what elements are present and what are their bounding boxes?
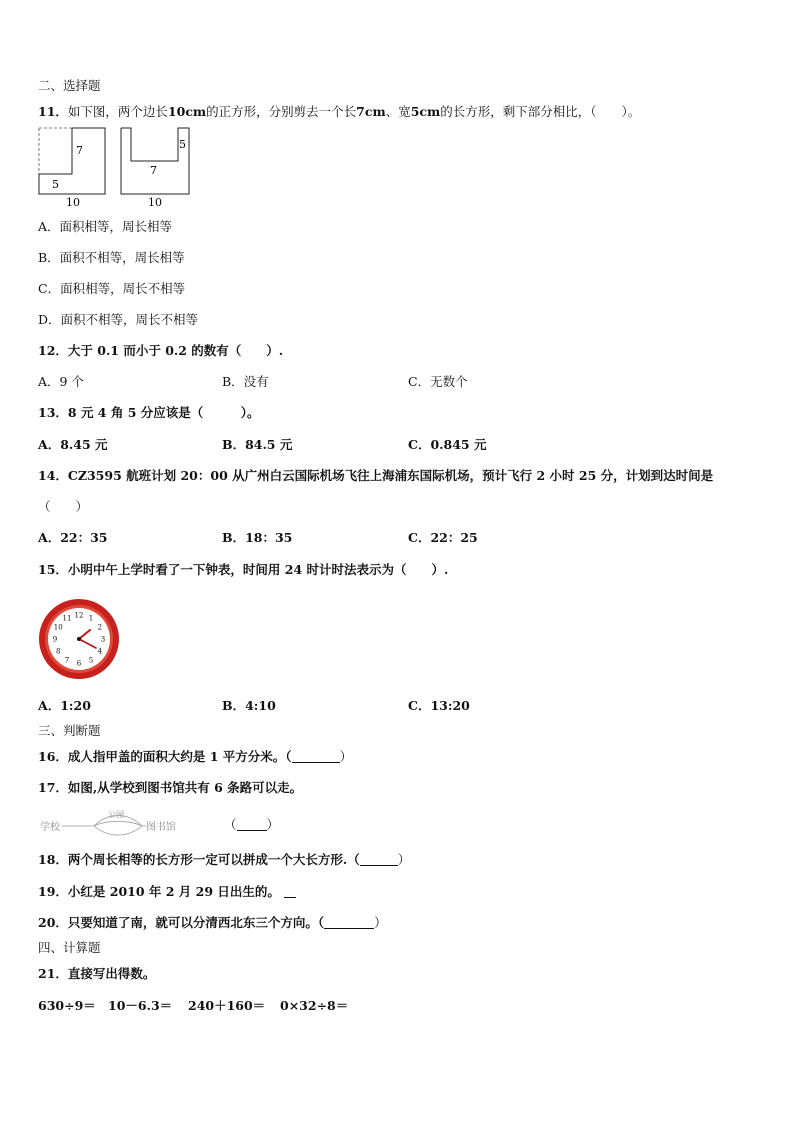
question-number: 17． bbox=[38, 780, 68, 795]
clock-center bbox=[77, 637, 81, 641]
answer-bracket bbox=[224, 817, 279, 833]
option-b: B．4:10 bbox=[222, 698, 276, 713]
option-c: C．13:20 bbox=[408, 698, 470, 713]
option-c: C．0.845 元 bbox=[408, 437, 487, 452]
question-number: 15． bbox=[38, 562, 68, 577]
left-shape bbox=[39, 128, 105, 194]
clock-numeral: 4 bbox=[97, 647, 103, 656]
question-number: 16． bbox=[38, 749, 68, 764]
bracket-close: ） bbox=[397, 852, 411, 867]
clock-image bbox=[38, 598, 120, 680]
question-number: 18． bbox=[38, 852, 68, 867]
question-text: CZ3595 航班计划 20：00 从广州白云国际机场飞往上海浦东国际机场，预计飞行 2 小时 25 分，计划到达时间是 bbox=[67, 468, 714, 483]
question-text: 成人指甲盖的面积大约是 1 平方分米。（ bbox=[67, 749, 292, 764]
option-c: C．22：25 bbox=[408, 530, 478, 545]
question-text: 大于 0.1 而小于 0.2 的数有（ ）. bbox=[67, 343, 284, 358]
clock-numeral: 10 bbox=[53, 623, 63, 632]
left-horizontal-label: 5 bbox=[52, 178, 59, 191]
school-label: 学校 bbox=[40, 822, 60, 833]
answer-bracket: （ ） bbox=[38, 499, 89, 514]
section-title-calc: 四、计算题 bbox=[38, 940, 101, 955]
question-text: 、宽 bbox=[385, 104, 411, 119]
section-title-choice: 二、选择题 bbox=[38, 78, 101, 93]
question-11 bbox=[38, 104, 640, 120]
clock-numeral: 3 bbox=[100, 635, 106, 644]
bracket-close: ） bbox=[339, 749, 353, 764]
left-base-label: 10 bbox=[66, 196, 80, 209]
question-text: 直接写出得数。 bbox=[67, 966, 156, 981]
question-15 bbox=[38, 562, 448, 578]
answer-blank[interactable] bbox=[360, 853, 398, 866]
route-line bbox=[94, 822, 142, 827]
value-5cm: 5cm bbox=[410, 104, 441, 119]
answer-blank[interactable] bbox=[237, 818, 267, 831]
clock-numeral: 2 bbox=[97, 623, 103, 632]
park-label: 公园 bbox=[108, 810, 124, 819]
clock-numeral: 9 bbox=[52, 635, 58, 644]
question-text: 如下图，两个边长 bbox=[67, 104, 168, 119]
option-a: A．22：35 bbox=[38, 530, 108, 545]
clock-numeral: 6 bbox=[76, 659, 82, 668]
clock-numeral: 11 bbox=[62, 614, 72, 623]
question-number: 12． bbox=[38, 343, 68, 358]
question-17 bbox=[38, 780, 302, 796]
option-a: A．面积相等，周长相等 bbox=[38, 219, 173, 234]
calc-item: 0×32÷8＝ bbox=[280, 998, 349, 1013]
answer-blank[interactable] bbox=[284, 885, 296, 898]
question-text: 8 元 4 角 5 分应该是（ ）。 bbox=[67, 405, 260, 420]
question-text: 只要知道了南，就可以分清西北东三个方向。（ bbox=[67, 915, 325, 930]
question-number: 13． bbox=[38, 405, 68, 420]
clock-numeral: 1 bbox=[88, 614, 94, 623]
question-21 bbox=[38, 966, 155, 982]
question-number: 20． bbox=[38, 915, 68, 930]
clock-numeral: 5 bbox=[88, 656, 94, 665]
right-vertical-label: 5 bbox=[179, 138, 186, 151]
question-number: 21． bbox=[38, 966, 68, 981]
question-12 bbox=[38, 343, 283, 359]
calc-item: 630÷9＝ bbox=[38, 998, 96, 1013]
question-text: 小红是 2010 年 2 月 29 日出生的。 bbox=[67, 884, 280, 899]
question-13 bbox=[38, 405, 260, 421]
question-number: 11． bbox=[38, 104, 68, 119]
value-7cm: 7cm bbox=[356, 104, 386, 119]
question-text: 如图,从学校到图书馆共有 6 条路可以走。 bbox=[67, 780, 303, 795]
question-text: 的长方形，剩下部分相比，（ ）。 bbox=[440, 104, 641, 119]
question-20 bbox=[38, 915, 387, 931]
bracket-open: （ bbox=[224, 817, 237, 832]
question-text: 的正方形，分别剪去一个长 bbox=[206, 104, 357, 119]
option-c: C．无数个 bbox=[408, 374, 468, 389]
question-14 bbox=[38, 468, 713, 484]
option-d: D．面积不相等，周长不相等 bbox=[38, 312, 199, 327]
bracket-close: ） bbox=[266, 817, 280, 832]
left-vertical-label: 7 bbox=[76, 144, 83, 157]
option-a: A．9 个 bbox=[38, 374, 84, 389]
clock-numeral: 7 bbox=[64, 656, 70, 665]
answer-blank[interactable] bbox=[292, 750, 340, 763]
question-text: 小明中午上学时看了一下钟表，时间用 24 时计时法表示为（ ）. bbox=[67, 562, 449, 577]
library-label: 图书馆 bbox=[146, 822, 176, 833]
calc-item: 10－6.3＝ bbox=[108, 998, 173, 1013]
bracket-close: ） bbox=[374, 915, 387, 930]
right-base-label: 10 bbox=[148, 196, 162, 209]
route-line bbox=[94, 826, 142, 835]
clock-numeral: 12 bbox=[74, 611, 84, 620]
section-title-judge: 三、判断题 bbox=[38, 723, 101, 738]
question-16 bbox=[38, 749, 352, 765]
option-b: B．18：35 bbox=[222, 530, 293, 545]
answer-blank[interactable] bbox=[324, 916, 374, 929]
right-horizontal-label: 7 bbox=[150, 164, 157, 177]
value-10cm: 10cm bbox=[167, 104, 207, 119]
option-b: B．没有 bbox=[222, 374, 269, 389]
question-18 bbox=[38, 852, 410, 868]
option-b: B．面积不相等，周长相等 bbox=[38, 250, 185, 265]
route-figure bbox=[38, 808, 188, 836]
question-number: 14． bbox=[38, 468, 68, 483]
option-b: B．84.5 元 bbox=[222, 437, 293, 452]
question-number: 19． bbox=[38, 884, 68, 899]
option-a: A．8.45 元 bbox=[38, 437, 108, 452]
question-19 bbox=[38, 884, 296, 900]
calc-item: 240＋160＝ bbox=[188, 998, 266, 1013]
clock-numeral: 8 bbox=[55, 647, 61, 656]
question-text: 两个周长相等的长方形一定可以拼成一个大长方形.（ bbox=[67, 852, 360, 867]
squares-figure bbox=[30, 126, 200, 210]
option-a: A．1:20 bbox=[38, 698, 91, 713]
option-c: C．面积相等，周长不相等 bbox=[38, 281, 186, 296]
